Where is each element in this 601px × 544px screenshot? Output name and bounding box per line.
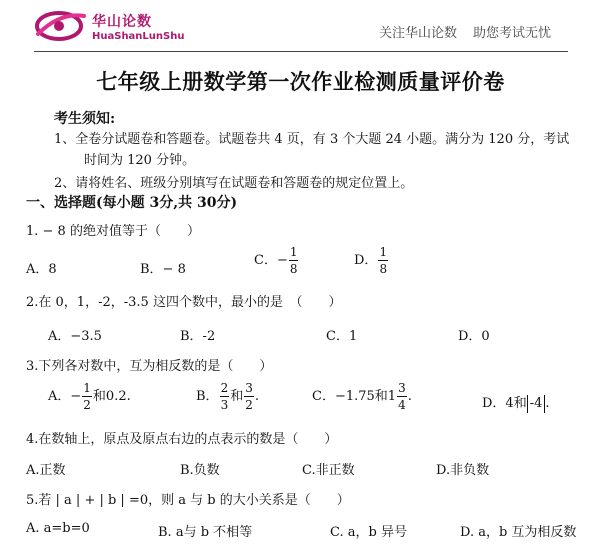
question-4-option-c: C.非正数	[302, 463, 355, 478]
question-5-option-d: D. a，b 互为相反数	[460, 525, 577, 540]
brand-name-cn: 华山论数	[92, 14, 152, 30]
fraction	[397, 382, 407, 411]
option-d-suffix: .	[545, 396, 550, 411]
notice-item-1: 1、全卷分试题卷和答题卷。试题卷共 4 页，有 3 个大题 24 小题。满分为 120 分，考试	[54, 132, 570, 147]
question-4-option-a: A.正数	[26, 463, 66, 478]
question-5-option-b: B. a与 b 不相等	[158, 525, 253, 540]
fraction-denominator: 2	[83, 398, 91, 412]
question-1-stem: 1. − 8 的绝对值等于（ ）	[26, 224, 200, 239]
option-a-prefix: A．−	[48, 389, 82, 404]
question-5-option-a: A. a=b=0	[26, 521, 90, 536]
option-c-prefix: C．−1.75和1	[312, 389, 397, 404]
fraction	[220, 382, 230, 411]
option-c-prefix: C．−	[254, 253, 288, 268]
question-3-option-b	[196, 382, 259, 411]
question-2-option-c: C．1	[326, 329, 358, 344]
brand-logo	[34, 6, 204, 50]
header-slogan	[379, 22, 551, 41]
question-5-stem: 5.若 | a | + | b | =0，则 a 与 b 的大小关系是（ ）	[26, 493, 350, 508]
fraction-numerator: 1	[379, 245, 388, 259]
absolute-value: -4	[527, 395, 546, 413]
fraction	[82, 382, 92, 411]
fraction	[378, 246, 388, 275]
notice-heading: 考生须知:	[54, 111, 116, 127]
fraction-denominator: 2	[245, 398, 253, 412]
brand-name-en: HuaShanLunShu	[92, 31, 185, 42]
fraction-denominator: 8	[289, 262, 298, 276]
option-b-prefix: B．	[196, 389, 219, 404]
option-b-suffix: .	[254, 389, 259, 404]
fraction-denominator: 4	[398, 398, 406, 412]
fraction	[289, 246, 299, 275]
question-4-option-d: D.非负数	[436, 463, 490, 478]
question-4-stem: 4.在数轴上，原点及原点右边的点表示的数是（ ）	[26, 432, 338, 447]
question-1-option-d	[354, 246, 389, 275]
slogan-exam: 助您考试无忧	[472, 26, 551, 41]
option-d-prefix: D．4和	[482, 396, 527, 411]
option-a-suffix: 和0.2.	[92, 389, 131, 404]
header-divider	[34, 51, 568, 52]
question-5-option-c: C. a，b 异号	[330, 525, 407, 540]
question-3-option-a	[48, 382, 131, 411]
question-1-option-c	[254, 246, 299, 275]
question-4-option-b: B.负数	[180, 463, 220, 478]
page-title: 七年级上册数学第一次作业检测质量评价卷	[96, 69, 505, 94]
option-c-suffix: .	[407, 389, 412, 404]
question-2-option-d: D．0	[458, 329, 490, 344]
fraction-numerator: 3	[245, 381, 253, 395]
fraction-numerator: 1	[289, 245, 298, 259]
question-2-option-a: A．−3.5	[48, 329, 102, 344]
question-1-option-b: B．− 8	[140, 262, 186, 277]
fraction-denominator: 8	[379, 262, 388, 276]
fraction-numerator: 3	[398, 381, 406, 395]
notice-item-2: 2、请将姓名、班级分别填写在试题卷和答题卷的规定位置上。	[54, 176, 414, 191]
notice-item-1-cont: 时间为 120 分钟。	[84, 153, 196, 168]
question-3-option-c	[312, 382, 412, 411]
fraction-denominator: 3	[220, 398, 229, 412]
question-1-option-a: A．8	[26, 262, 57, 277]
slogan-follow: 关注华山论数	[378, 26, 457, 41]
question-3-option-d	[482, 392, 550, 413]
option-d-prefix: D．	[354, 253, 378, 268]
fraction-numerator: 1	[83, 381, 91, 395]
question-2-stem: 2.在 0，1，-2，-3.5 这四个数中，最小的是 （ ）	[26, 295, 342, 310]
question-2-option-b: B．-2	[180, 329, 216, 344]
fraction	[244, 382, 254, 411]
option-b-mid: 和	[230, 389, 244, 404]
question-3-stem: 3.下列各对数中，互为相反数的是（ ）	[26, 359, 273, 374]
section-heading: 一、选择题(每小题 3分,共 30分)	[26, 195, 238, 211]
fraction-numerator: 2	[220, 381, 229, 395]
brand-logo-icon	[34, 6, 88, 46]
